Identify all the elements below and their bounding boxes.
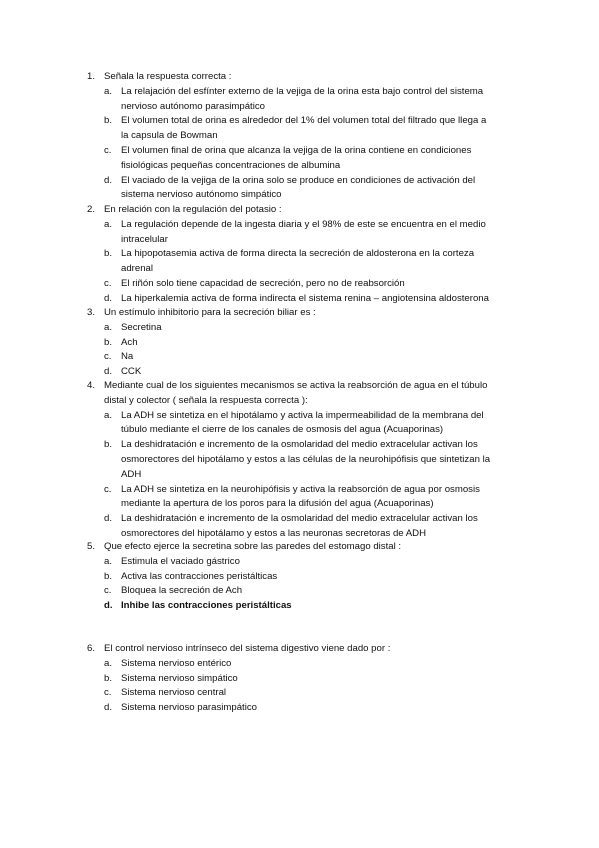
question-number: 3.	[87, 307, 96, 318]
question-text: El control nervioso intrínseco del sistema digestivo viene dado por :	[104, 643, 391, 654]
option-letter: a.	[104, 409, 113, 421]
option-text: La deshidratación e incremento de la osmolaridad del medio extracelular activan los	[121, 439, 478, 451]
option-text-highlighted: Inhibe las contracciones peristálticas	[121, 600, 292, 612]
option-text: adrenal	[121, 263, 154, 275]
option-text: Sistema nervioso entérico	[121, 657, 232, 669]
option-letter-highlighted: d.	[104, 600, 113, 612]
option-letter: b.	[104, 570, 113, 582]
option-letter: c.	[104, 144, 112, 156]
option-letter: d.	[104, 174, 113, 186]
question-text: Que efecto ejerce la secretina sobre las paredes del estomago distal :	[104, 541, 402, 552]
question-2	[0, 203, 599, 307]
option-letter: b.	[104, 115, 113, 127]
option-text: nervioso autónomo parasimpático	[121, 100, 265, 112]
option-text: Ach	[121, 336, 138, 348]
option-letter: c.	[104, 351, 112, 363]
option-text: sistema nervioso autónomo simpático	[121, 189, 282, 201]
option-letter: b.	[104, 439, 113, 451]
option-text: Activa las contracciones peristálticas	[121, 570, 278, 582]
option-text: Secretina	[121, 321, 162, 333]
question-4	[0, 379, 599, 542]
option-text: El volumen final de orina que alcanza la vejiga de la orina contiene en condiciones	[121, 144, 472, 156]
question-number: 2.	[87, 204, 96, 215]
option-letter: c.	[104, 277, 112, 289]
option-text: El vaciado de la vejiga de la orina solo se produce en condiciones de activación del	[121, 174, 476, 186]
option-text: Na	[121, 351, 134, 363]
option-text: la capsula de Bowman	[121, 130, 218, 142]
option-text: Estimula el vaciado gástrico	[121, 555, 240, 567]
option-letter: a.	[104, 555, 113, 567]
option-text: osmorectores del hipotálamo y estos a las células de la neurohipófisis que sintetizan la	[121, 453, 491, 465]
question-text: En relación con la regulación del potasio :	[104, 204, 282, 215]
option-text: La hiperkalemia activa de forma indirecta el sistema renina – angiotensina aldosterona	[121, 292, 489, 304]
option-text: intracelular	[121, 233, 168, 245]
option-text: La hipopotasemia activa de forma directa la secreción de aldosterona en la corteza	[121, 248, 475, 260]
option-text: Bloquea la secreción de Ach	[121, 585, 243, 597]
option-letter: b.	[104, 672, 113, 684]
option-letter: d.	[104, 513, 113, 525]
option-text: La relajación del esfínter externo de la vejiga de la orina esta bajo control del sistema	[121, 85, 484, 97]
option-letter: d.	[104, 366, 113, 378]
question-text: Señala la respuesta correcta :	[104, 71, 232, 82]
option-letter: c.	[104, 585, 112, 597]
option-text: El riñón solo tiene capacidad de secreción, pero no de reabsorción	[121, 277, 405, 289]
option-letter: d.	[104, 292, 113, 304]
option-text: Sistema nervioso simpático	[121, 672, 238, 684]
option-letter: b.	[104, 336, 113, 348]
question-1	[0, 70, 599, 203]
option-letter: a.	[104, 321, 113, 333]
question-number: 6.	[87, 643, 96, 654]
option-text: La ADH se sintetiza en la neurohipófisis y activa la reabsorción de agua por osmosis	[121, 483, 480, 495]
option-letter: c.	[104, 483, 112, 495]
option-text: osmorectores del hipotálamo y estos a las neuronas secretoras de ADH	[121, 527, 427, 539]
option-text: mediante la apertura de los poros para la difusión del agua (Acuaporinas)	[121, 498, 434, 510]
option-letter: a.	[104, 218, 113, 230]
question-3	[0, 306, 599, 380]
option-text: CCK	[121, 366, 142, 378]
question-number: 5.	[87, 541, 96, 552]
option-text: La regulación depende de la ingesta diaria y el 98% de este se encuentra en el medio	[121, 218, 486, 230]
option-text: fisiológicas pequeñas concentraciones de albumina	[121, 159, 341, 171]
option-letter: b.	[104, 248, 113, 260]
question-6	[0, 642, 599, 716]
option-text: El volumen total de orina es alrededor del 1% del volumen total del filtrado que llega a	[121, 115, 487, 127]
option-text: Sistema nervioso parasimpático	[121, 702, 257, 714]
question-text: Un estímulo inhibitorio para la secreción biliar es :	[104, 307, 316, 318]
question-5	[0, 540, 599, 614]
question-number: 1.	[87, 71, 96, 82]
option-text: túbulo mediante el cierre de los canales de osmosis del agua (Acuaporinas)	[121, 424, 444, 436]
option-letter: c.	[104, 687, 112, 699]
option-text: La ADH se sintetiza en el hipotálamo y activa la impermeabilidad de la membrana del	[121, 409, 484, 421]
question-text: distal y colector ( señala la respuesta correcta ):	[104, 394, 308, 406]
option-letter: d.	[104, 702, 113, 714]
question-text: Mediante cual de los siguientes mecanismos se activa la reabsorción de agua en el túbulo	[104, 380, 488, 391]
option-text: ADH	[121, 468, 142, 480]
option-letter: a.	[104, 85, 113, 97]
option-text: La deshidratación e incremento de la osmolaridad del medio extracelular activan los	[121, 513, 478, 525]
option-letter: a.	[104, 657, 113, 669]
question-number: 4.	[87, 380, 96, 391]
option-text: Sistema nervioso central	[121, 687, 227, 699]
